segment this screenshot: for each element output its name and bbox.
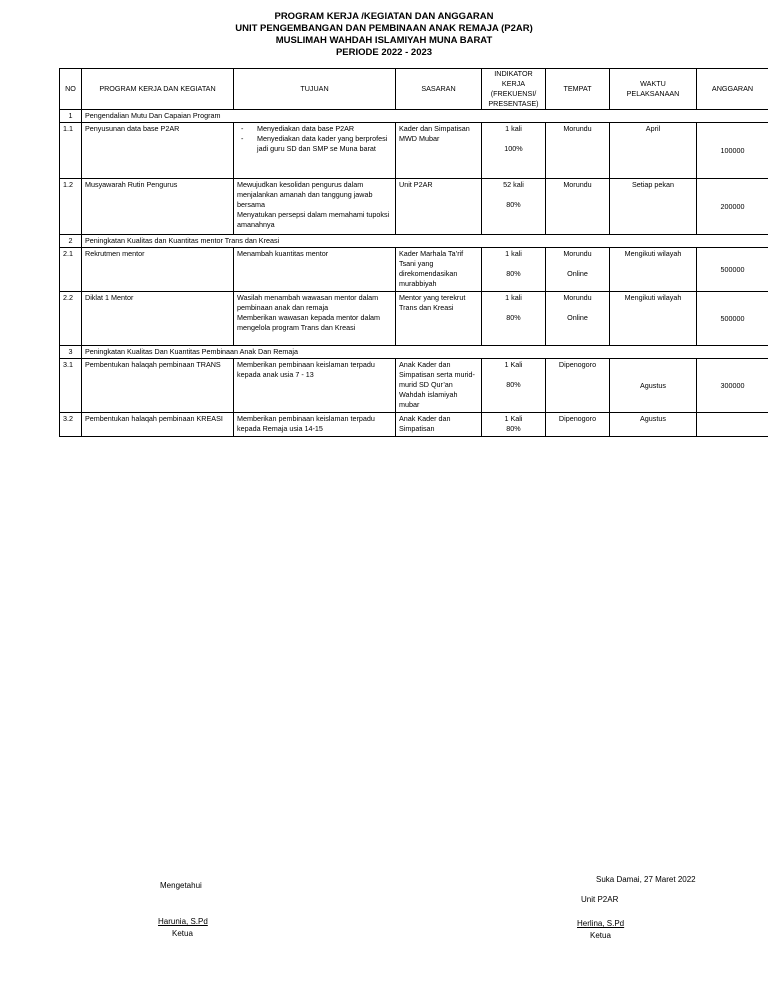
- row-sasaran: Mentor yang terekrut Trans dan Kreasi: [396, 292, 482, 346]
- row-program: Penyusunan data base P2AR: [82, 123, 234, 179]
- indikator-presentase: 80%: [506, 380, 521, 389]
- section-number: 2: [60, 235, 82, 248]
- row-waktu: Setiap pekan: [610, 179, 697, 235]
- row-program: Pembentukan halaqah pembinaan TRANS: [82, 359, 234, 413]
- document-title-block: [0, 11, 768, 59]
- row-waktu: April: [610, 123, 697, 179]
- row-sasaran: Anak Kader dan Simpatisan serta murid-murid SD Qur’an Wahdah islamiyah mubar: [396, 359, 482, 413]
- row-tujuan: Memberikan pembinaan keislaman terpadu kepada Remaja usia 14-15: [234, 413, 396, 437]
- indikator-frekuensi: 52 kali: [503, 180, 524, 189]
- section-row: [60, 235, 768, 248]
- row-anggaran: 500000: [697, 292, 768, 346]
- section-title: Peningkatan Kualitas Dan Kuantitas Pembinaan Anak Dan Remaja: [82, 346, 768, 359]
- col-header-waktu-line: PELAKSANAAN: [626, 89, 680, 98]
- col-header-indikator-line: INDIKATOR: [494, 69, 533, 78]
- table-row: [60, 413, 768, 437]
- row-number: 3.2: [60, 413, 82, 437]
- indikator-presentase: 80%: [506, 269, 521, 278]
- row-indikator: [482, 413, 546, 437]
- col-header-tempat: TEMPAT: [546, 69, 610, 110]
- row-number: 2.1: [60, 248, 82, 292]
- table-row: [60, 292, 768, 346]
- indikator-frekuensi: 1 Kali: [504, 414, 523, 423]
- row-indikator: [482, 359, 546, 413]
- work-program-table: [59, 68, 768, 437]
- approver-name: Harunia, S.Pd: [158, 917, 208, 926]
- row-sasaran: Anak Kader dan Simpatisan: [396, 413, 482, 437]
- col-header-no: NO: [60, 69, 82, 110]
- section-number: 3: [60, 346, 82, 359]
- signer-unit: Unit P2AR: [581, 895, 619, 904]
- col-header-indikator-line: KERJA: [501, 79, 526, 88]
- row-program: Rekrutmen mentor: [82, 248, 234, 292]
- row-tujuan: Menambah kuantitas mentor: [234, 248, 396, 292]
- col-header-program: PROGRAM KERJA DAN KEGIATAN: [82, 69, 234, 110]
- section-title: Peningkatan Kualitas dan Kuantitas mentor Trans dan Kreasi: [82, 235, 768, 248]
- row-indikator: [482, 179, 546, 235]
- row-sasaran: Kader Marhala Ta’rif Tsani yang direkomendasikan murabbiyah: [396, 248, 482, 292]
- title-line-4: PERIODE 2022 - 2023: [335, 47, 433, 58]
- tempat-line: Online: [567, 313, 588, 322]
- row-indikator: [482, 123, 546, 179]
- row-tempat: Dipenogoro: [546, 413, 610, 437]
- row-indikator: [482, 292, 546, 346]
- row-number: 3.1: [60, 359, 82, 413]
- signer-name: Herlina, S.Pd: [577, 919, 625, 928]
- tempat-line: Morundu: [563, 293, 592, 302]
- section-row: [60, 110, 768, 123]
- table-row: [60, 359, 768, 413]
- row-tujuan: [234, 123, 396, 179]
- row-tempat: [546, 292, 610, 346]
- row-number: 1.2: [60, 179, 82, 235]
- indikator-frekuensi: 1 kali: [505, 293, 522, 302]
- tempat-line: Online: [567, 269, 588, 278]
- col-header-sasaran: SASARAN: [396, 69, 482, 110]
- tujuan-bullet: - Menyediakan data base P2AR: [257, 124, 392, 134]
- col-header-tujuan: TUJUAN: [234, 69, 396, 110]
- row-number: 2.2: [60, 292, 82, 346]
- row-tujuan: [234, 292, 396, 346]
- col-header-anggaran: ANGGARAN: [697, 69, 768, 110]
- col-header-waktu-line: WAKTU: [640, 79, 666, 88]
- tujuan-bullet: - Menyediakan data kader yang berprofesi jadi guru SD dan SMP se Muna barat: [257, 134, 392, 154]
- table-row: [60, 248, 768, 292]
- title-line-2: UNIT PENGEMBANGAN DAN PEMBINAAN ANAK REMAJA (P2AR): [235, 23, 533, 34]
- indikator-frekuensi: 1 kali: [505, 249, 522, 258]
- row-tempat: Morundu: [546, 179, 610, 235]
- row-program: Diklat 1 Mentor: [82, 292, 234, 346]
- row-program: Pembentukan halaqah pembinaan KREASI: [82, 413, 234, 437]
- row-tempat: Dipenogoro: [546, 359, 610, 413]
- row-waktu: Agustus: [610, 413, 697, 437]
- row-program: Musyawarah Rutin Pengurus: [82, 179, 234, 235]
- row-anggaran: 500000: [697, 248, 768, 292]
- row-tujuan: [234, 179, 396, 235]
- col-header-indikator-line: (FREKUENSI/: [490, 89, 537, 98]
- indikator-presentase: 80%: [506, 200, 521, 209]
- row-waktu: Mengikuti wilayah: [610, 292, 697, 346]
- col-header-indikator: [482, 69, 546, 110]
- indikator-presentase: 100%: [504, 144, 523, 153]
- indikator-presentase: 80%: [506, 424, 521, 433]
- row-waktu: Agustus: [610, 359, 697, 413]
- row-sasaran: Unit P2AR: [396, 179, 482, 235]
- tujuan-line: Memberikan wawasan kepada mentor dalam mengelola program Trans dan Kreasi: [237, 313, 381, 332]
- row-anggaran: 300000: [697, 359, 768, 413]
- row-tempat: [546, 248, 610, 292]
- row-waktu: Mengikuti wilayah: [610, 248, 697, 292]
- section-row: [60, 346, 768, 359]
- row-sasaran: Kader dan Simpatisan MWD Mubar: [396, 123, 482, 179]
- title-line-1: PROGRAM KERJA /KEGIATAN DAN ANGGARAN: [274, 11, 494, 22]
- col-header-waktu: [610, 69, 697, 110]
- col-header-indikator-line: PRESENTASE): [488, 99, 539, 108]
- title-line-3: MUSLIMAH WAHDAH ISLAMIYAH MUNA BARAT: [275, 35, 493, 46]
- approval-heading: Mengetahui: [160, 881, 202, 890]
- row-number: 1.1: [60, 123, 82, 179]
- place-date: Suka Damai, 27 Maret 2022: [596, 875, 696, 884]
- section-title: Pengendalian Mutu Dan Capaian Program: [82, 110, 768, 123]
- table-row: [60, 179, 768, 235]
- row-anggaran: [697, 413, 768, 437]
- section-number: 1: [60, 110, 82, 123]
- indikator-presentase: 80%: [506, 313, 521, 322]
- tujuan-line: Wasilah menambah wawasan mentor dalam pembinaan anak dan remaja: [237, 293, 379, 312]
- approver-role: Ketua: [172, 929, 193, 938]
- row-anggaran: 100000: [697, 123, 768, 179]
- table-header-row: [60, 69, 768, 110]
- tempat-line: Morundu: [563, 249, 592, 258]
- signer-role: Ketua: [590, 931, 611, 940]
- row-anggaran: 200000: [697, 179, 768, 235]
- indikator-frekuensi: 1 kali: [505, 124, 522, 133]
- tujuan-line: Menyatukan persepsi dalam memahami tupoksi amanahnya: [237, 210, 390, 229]
- table-row: [60, 123, 768, 179]
- indikator-frekuensi: 1 Kali: [504, 360, 523, 369]
- row-tujuan: Memberikan pembinaan keislaman terpadu kepada anak usia 7 - 13: [234, 359, 396, 413]
- row-tempat: Morundu: [546, 123, 610, 179]
- tujuan-line: Mewujudkan kesolidan pengurus dalam menjalankan amanah dan tanggung jawab bersama: [237, 180, 373, 209]
- row-indikator: [482, 248, 546, 292]
